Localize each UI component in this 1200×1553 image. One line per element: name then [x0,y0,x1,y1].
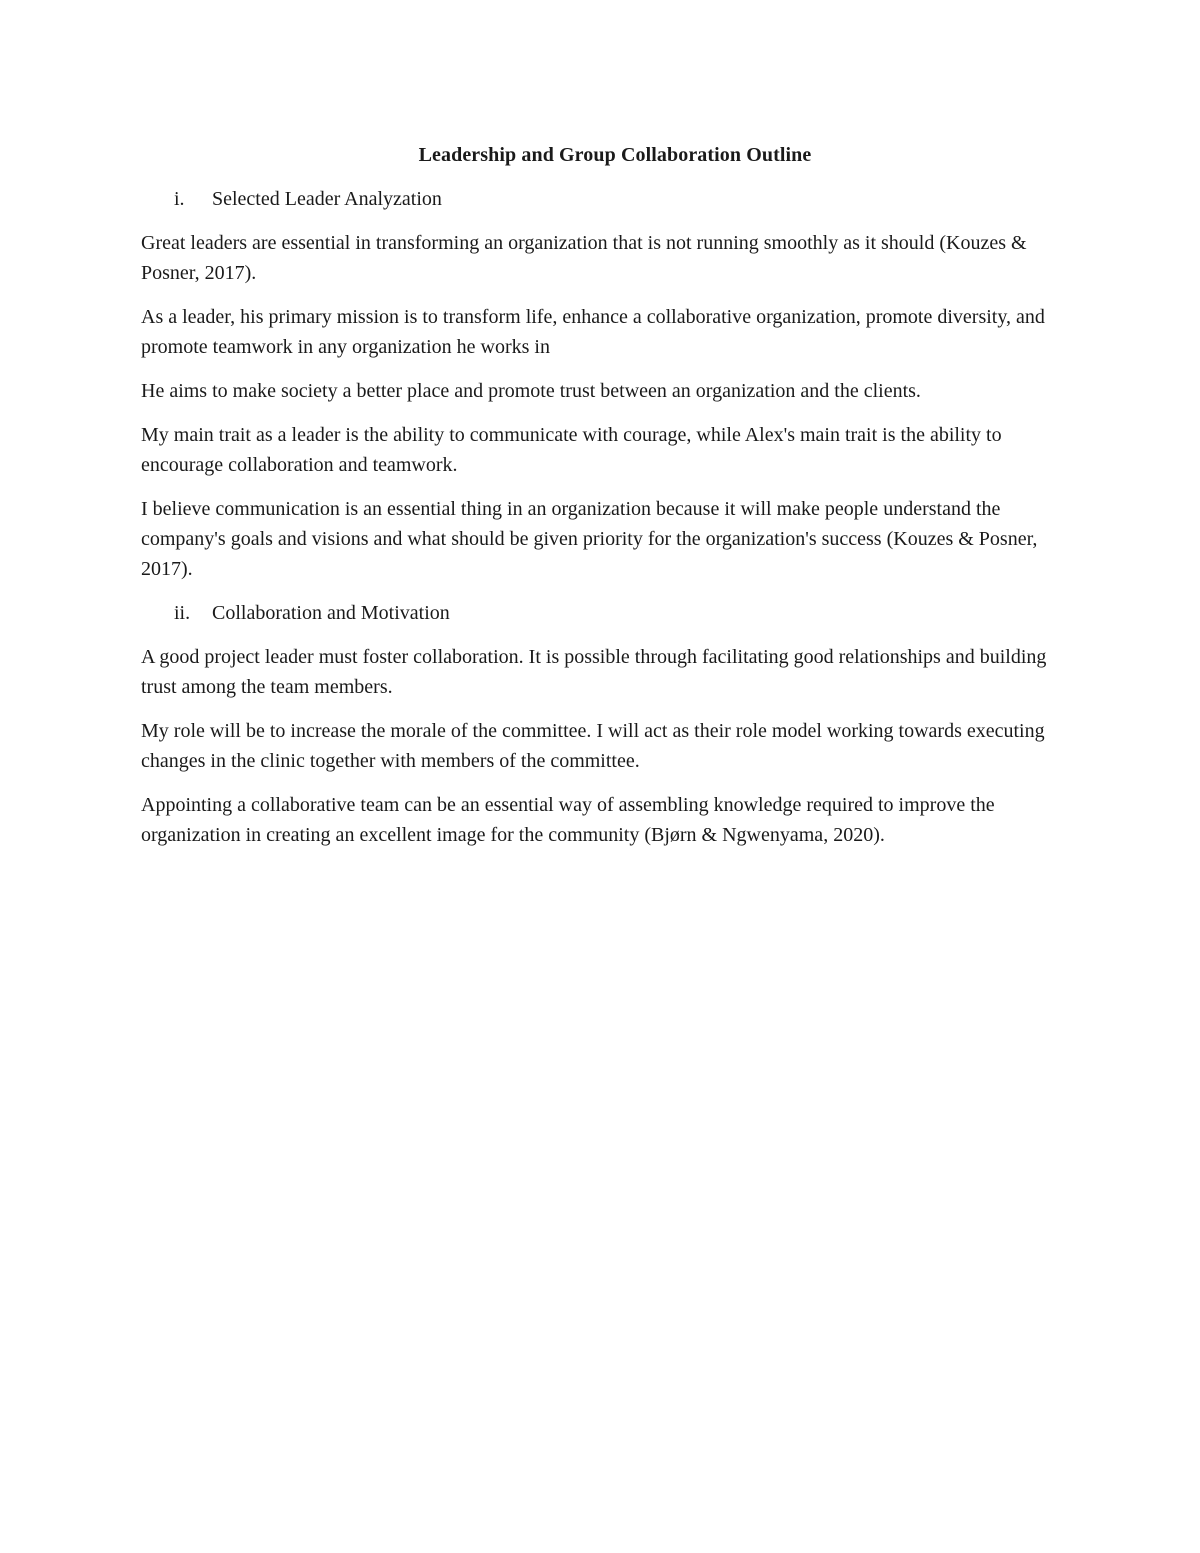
document-body [141,140,1061,864]
paragraph: Great leaders are essential in transforming an organization that is not running smoothly as it should (Kouzes & Posner, 2017). [141,232,1027,284]
section-heading-label-1: Selected Leader Analyzation [212,188,442,210]
section-heading-1 [141,184,1061,214]
document-title: Leadership and Group Collaboration Outline [418,144,812,166]
paragraph: Appointing a collaborative team can be an essential way of assembling knowledge required to improve the organization in creating an excellent image for the community (Bjørn & Ngwenyama, 2020). [141,794,995,846]
paragraph: As a leader, his primary mission is to transform life, enhance a collaborative organization, promote diversity, and promote teamwork in any organization he works in [141,306,1045,358]
section-number-2: ii. [174,602,191,624]
paragraph: I believe communication is an essential thing in an organization because it will make people understand the company's goals and visions and what should be given priority for the organization's success (Kouzes & Posner, 2017). [141,498,1038,580]
paragraph: My role will be to increase the morale of the committee. I will act as their role model working towards executing changes in the clinic together with members of the committee. [141,720,1045,772]
section-heading-2 [141,598,1061,628]
section-number-1: i. [174,188,185,210]
paragraph: A good project leader must foster collaboration. It is possible through facilitating good relationships and building trust among the team members. [141,646,1047,698]
paragraph: My main trait as a leader is the ability to communicate with courage, while Alex's main trait is the ability to encourage collaboration and teamwork. [141,424,1002,476]
paragraph: He aims to make society a better place and promote trust between an organization and the clients. [141,380,921,402]
section-heading-label-2: Collaboration and Motivation [212,602,450,624]
